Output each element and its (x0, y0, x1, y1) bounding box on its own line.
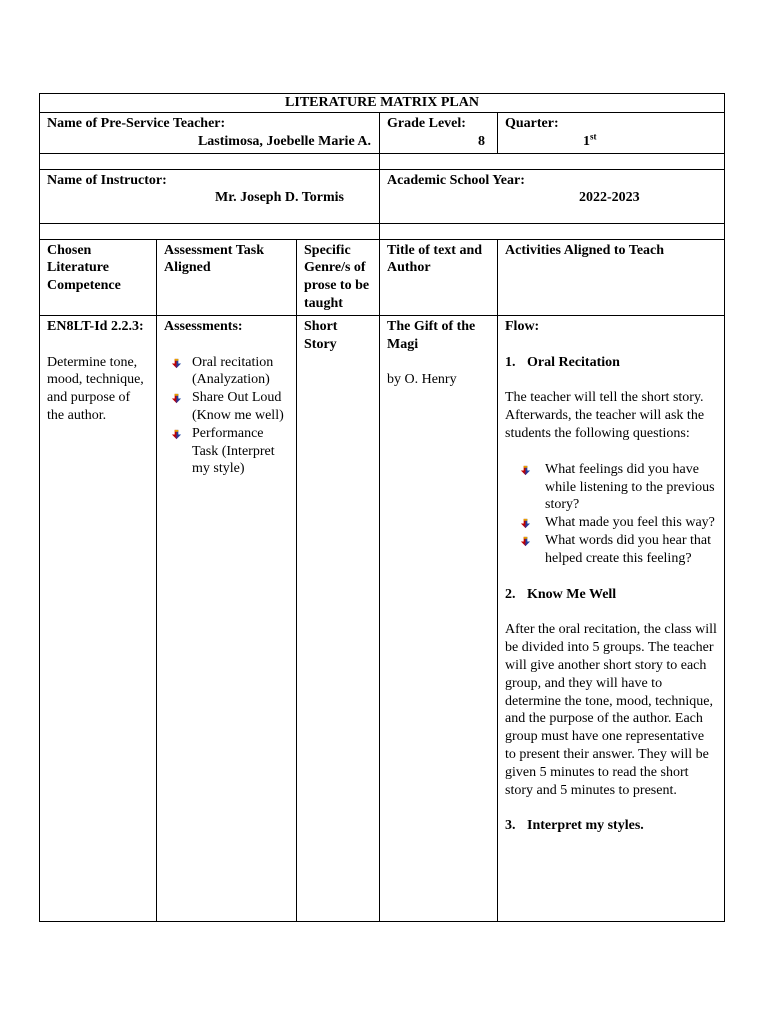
competence-cell (40, 315, 157, 921)
text-title: The Gift of the Magi (387, 318, 476, 352)
column-header: Specific Genre/s of prose to be taught (297, 239, 380, 315)
list-item: Share Out Loud (Know me well) (164, 389, 290, 425)
column-header: Title of text and Author (380, 239, 498, 315)
instructor-name: Mr. Joseph D. Tormis (215, 190, 345, 206)
list-item: What words did you hear that helped create this feeling? (505, 532, 718, 568)
competence-code: EN8LT-Id 2.2.3: (47, 318, 144, 334)
step-text: The teacher will tell the short story. Afterwards, the teacher will ask the students the following questions: (505, 390, 705, 441)
document-title: LITERATURE MATRIX PLAN (40, 94, 725, 113)
activities-cell (498, 315, 725, 921)
teacher-cell (40, 113, 380, 154)
arrow-bullet-icon (171, 358, 182, 369)
assessments-label: Assessments: (164, 318, 243, 334)
year-cell (380, 169, 725, 223)
grade-label: Grade Level: (387, 116, 466, 131)
column-header: Chosen Literature Competence (40, 239, 157, 315)
quarter-suffix: st (590, 131, 597, 142)
step-heading: 3. Interpret my styles. (505, 818, 644, 834)
spacer-cell (380, 153, 725, 169)
instructor-label: Name of Instructor: (47, 172, 167, 188)
column-header: Assessment Task Aligned (157, 239, 297, 315)
list-item: What made you feel this way? (505, 514, 718, 532)
column-header: Activities Aligned to Teach (498, 239, 725, 315)
arrow-bullet-icon (171, 393, 182, 404)
genre-cell (297, 315, 380, 921)
year-label: Academic School Year: (387, 172, 525, 188)
instructor-cell (40, 169, 380, 223)
arrow-bullet-icon (171, 429, 182, 440)
grade-value: 8 (478, 133, 485, 149)
quarter-value-line (505, 133, 718, 151)
flow-label: Flow: (505, 318, 540, 334)
year-value: 2022-2023 (579, 190, 640, 206)
step-heading: 1. Oral Recitation (505, 354, 620, 370)
teacher-name: Lastimosa, Joebelle Marie A. (197, 133, 371, 149)
text-author: by O. Henry (387, 372, 457, 388)
spacer-cell (40, 223, 380, 239)
teacher-label: Name of Pre-Service Teacher: (47, 116, 226, 131)
competence-text: Determine tone, mood, technique, and purpose of the author. (47, 354, 144, 423)
list-item: Oral recitation (Analyzation) (164, 354, 290, 390)
quarter-label: Quarter: (505, 116, 559, 131)
arrow-bullet-icon (520, 518, 531, 529)
quarter-value: 1 (583, 133, 590, 149)
spacer-cell (380, 223, 725, 239)
arrow-bullet-icon (520, 465, 531, 476)
step-heading: 2. Know Me Well (505, 586, 617, 602)
genre-text: Short Story (304, 318, 338, 352)
matrix-table (39, 93, 725, 922)
literature-matrix-document (39, 93, 724, 922)
quarter-cell (498, 113, 725, 154)
text-cell (380, 315, 498, 921)
step-text: After the oral recitation, the class will be divided into 5 groups. The teacher will give another short story to each group, and they will have to determine the tone, mood, technique, and the purpose of the author. Each group must have one representative to present their answer. They will be given 5 minutes to read the short story and 5 minutes to present. (505, 622, 717, 798)
spacer-cell (40, 153, 380, 169)
grade-cell (380, 113, 498, 154)
assessment-cell (157, 315, 297, 921)
list-item: Performance Task (Interpret my style) (164, 425, 290, 478)
arrow-bullet-icon (520, 536, 531, 547)
list-item: What feelings did you have while listening to the previous story? (505, 461, 718, 514)
